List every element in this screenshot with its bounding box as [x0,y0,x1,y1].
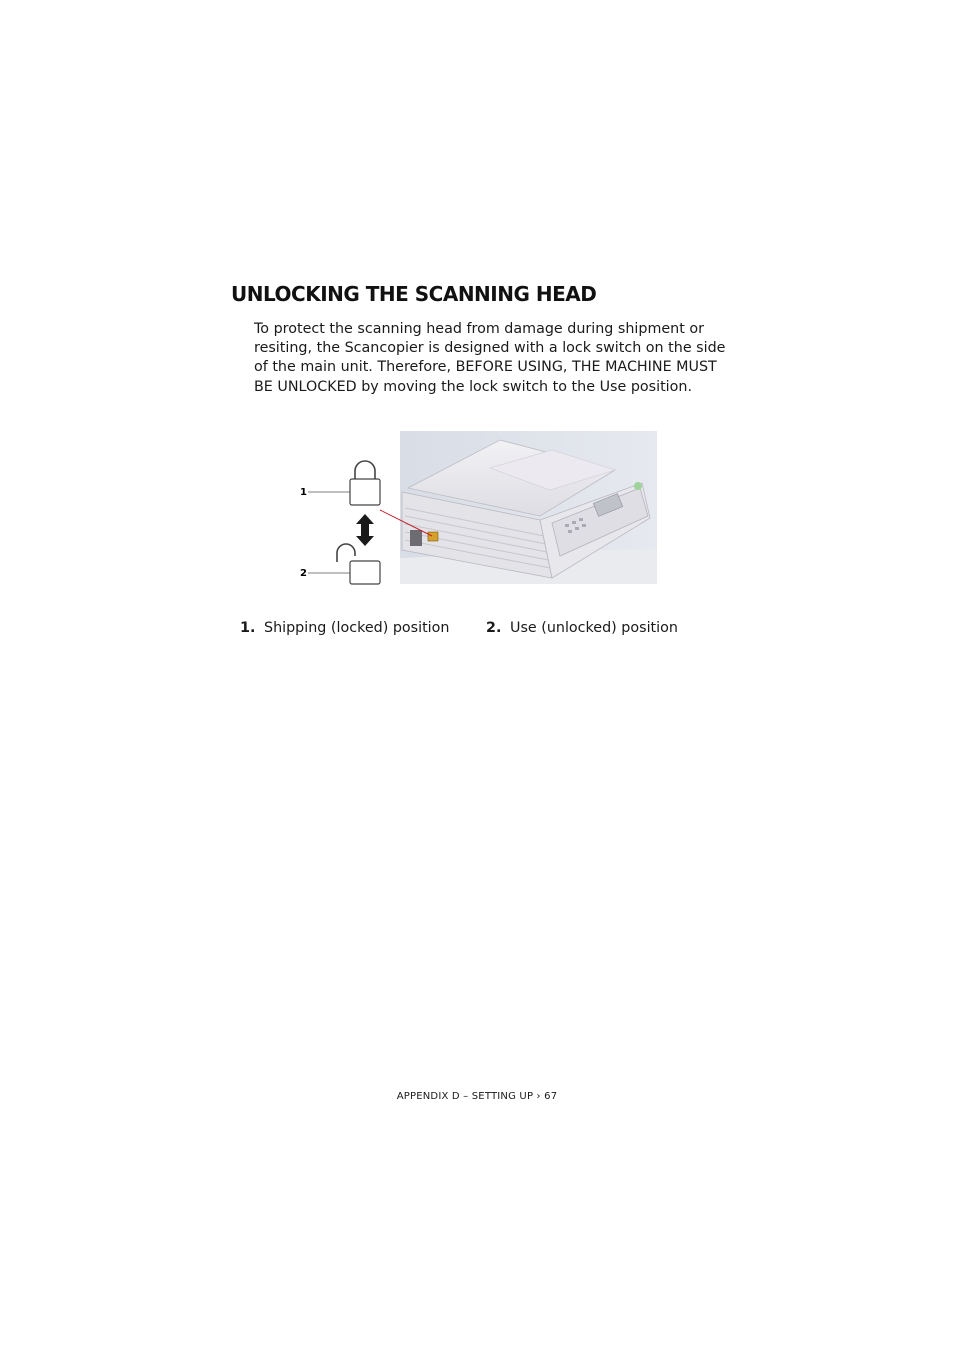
padlock-locked-icon [350,461,380,505]
intro-paragraph: To protect the scanning head from damage during shipment or resiting, the Scancopier is designed with a lock switch on the side of the main unit. Therefore, BEFORE USING, THE MACHINE MUST BE UNLOCKED by moving the lock switch to the Use position. [254,321,726,395]
padlock-unlocked-icon [337,544,380,584]
caption-item [486,620,678,636]
figure-captions [240,620,720,642]
page-title: UNLOCKING THE SCANNING HEAD [231,282,597,306]
callout-2-label: 2 [300,568,307,579]
caption-number: 2. [486,620,502,636]
scanner-photo [400,431,657,584]
callout-1-label: 1 [300,487,307,498]
caption-number: 1. [240,620,256,636]
figure-drawing [290,428,660,588]
page-footer: APPENDIX D – SETTING UP › 67 [396,1091,558,1102]
lock-switch [428,532,438,541]
caption-text: Shipping (locked) position [264,620,450,636]
double-arrow-icon [356,514,374,546]
caption-text: Use (unlocked) position [510,620,678,636]
scanner-lock-figure [290,428,660,588]
caption-item [240,620,449,636]
